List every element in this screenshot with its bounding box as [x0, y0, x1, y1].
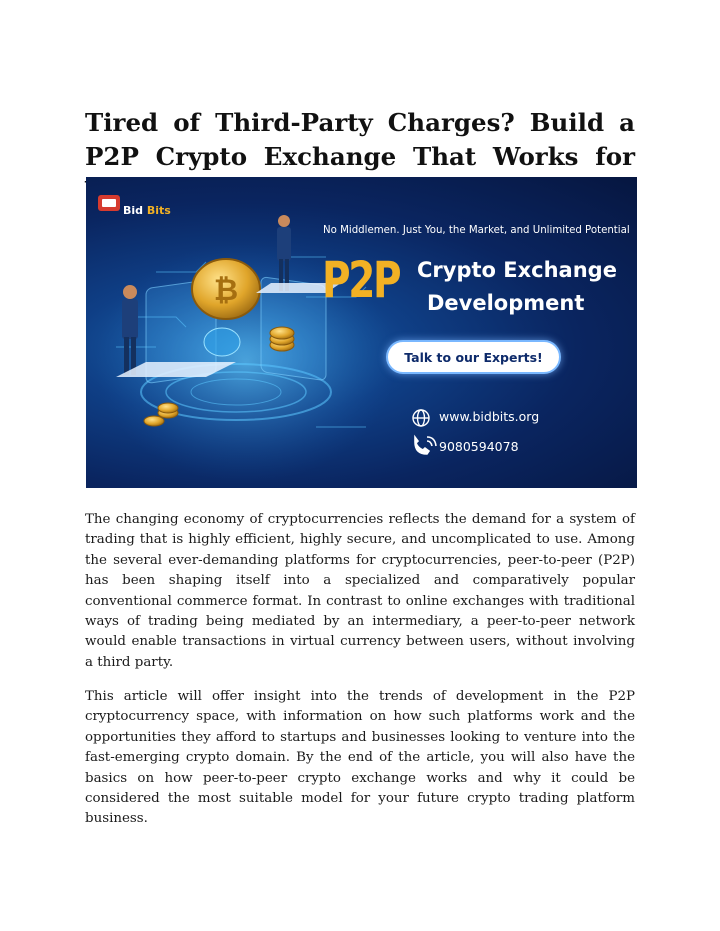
- website-text: www.bidbits.org: [439, 409, 540, 424]
- p2p-label: P2P: [322, 251, 400, 309]
- intro-paragraph: The changing economy of cryptocurrencies reflects the demand for a system of trading that is highly efficient, highly secure, and uncomplicated to use. Among the several ever-demanding platforms for cryptocurrencies, peer-to-peer (P2P) has been shaping itself into a specialized and comparatively popular conventional commerce format. In contrast to online exchanges with traditional ways of trading being mediated by an intermediary, a peer-to-peer network would enable transactions in virtual currency between users, without involving a third party.: [85, 512, 635, 670]
- overview-paragraph: This article will offer insight into the trends of development in the P2P cryptocurrency space, with information on how such platforms work and the opportunities they afford to startups and businesses looking to venture into the fast-emerging crypto domain. By the end of the article, you will also have the basics on how peer-to-peer crypto exchange works and why it could be considered the most suitable model for your future crypto trading platform business.: [85, 689, 635, 827]
- banner-tagline: No Middlemen. Just You, the Market, and Unlimited Potential: [323, 225, 630, 236]
- banner-heading-line1: Crypto Exchange: [417, 258, 617, 282]
- bidbits-logo: [94, 193, 171, 227]
- logo-text-bid: Bid: [123, 203, 144, 217]
- talk-to-experts-button[interactable]: Talk to our Experts!: [386, 340, 561, 374]
- phone-contact: [411, 439, 519, 454]
- svg-text:₿: ₿: [213, 273, 239, 308]
- phone-text: 9080594078: [439, 439, 519, 454]
- website-contact: [411, 409, 539, 424]
- bitcoin-coin-icon: [192, 259, 260, 319]
- banner-heading-line2: Development: [427, 291, 585, 315]
- promo-banner: [86, 177, 637, 488]
- logo-text-bits: Bits: [146, 203, 171, 217]
- article-title: Tired of Third-Party Charges? Build a P2P Crypto Exchange That Works for: [85, 108, 635, 171]
